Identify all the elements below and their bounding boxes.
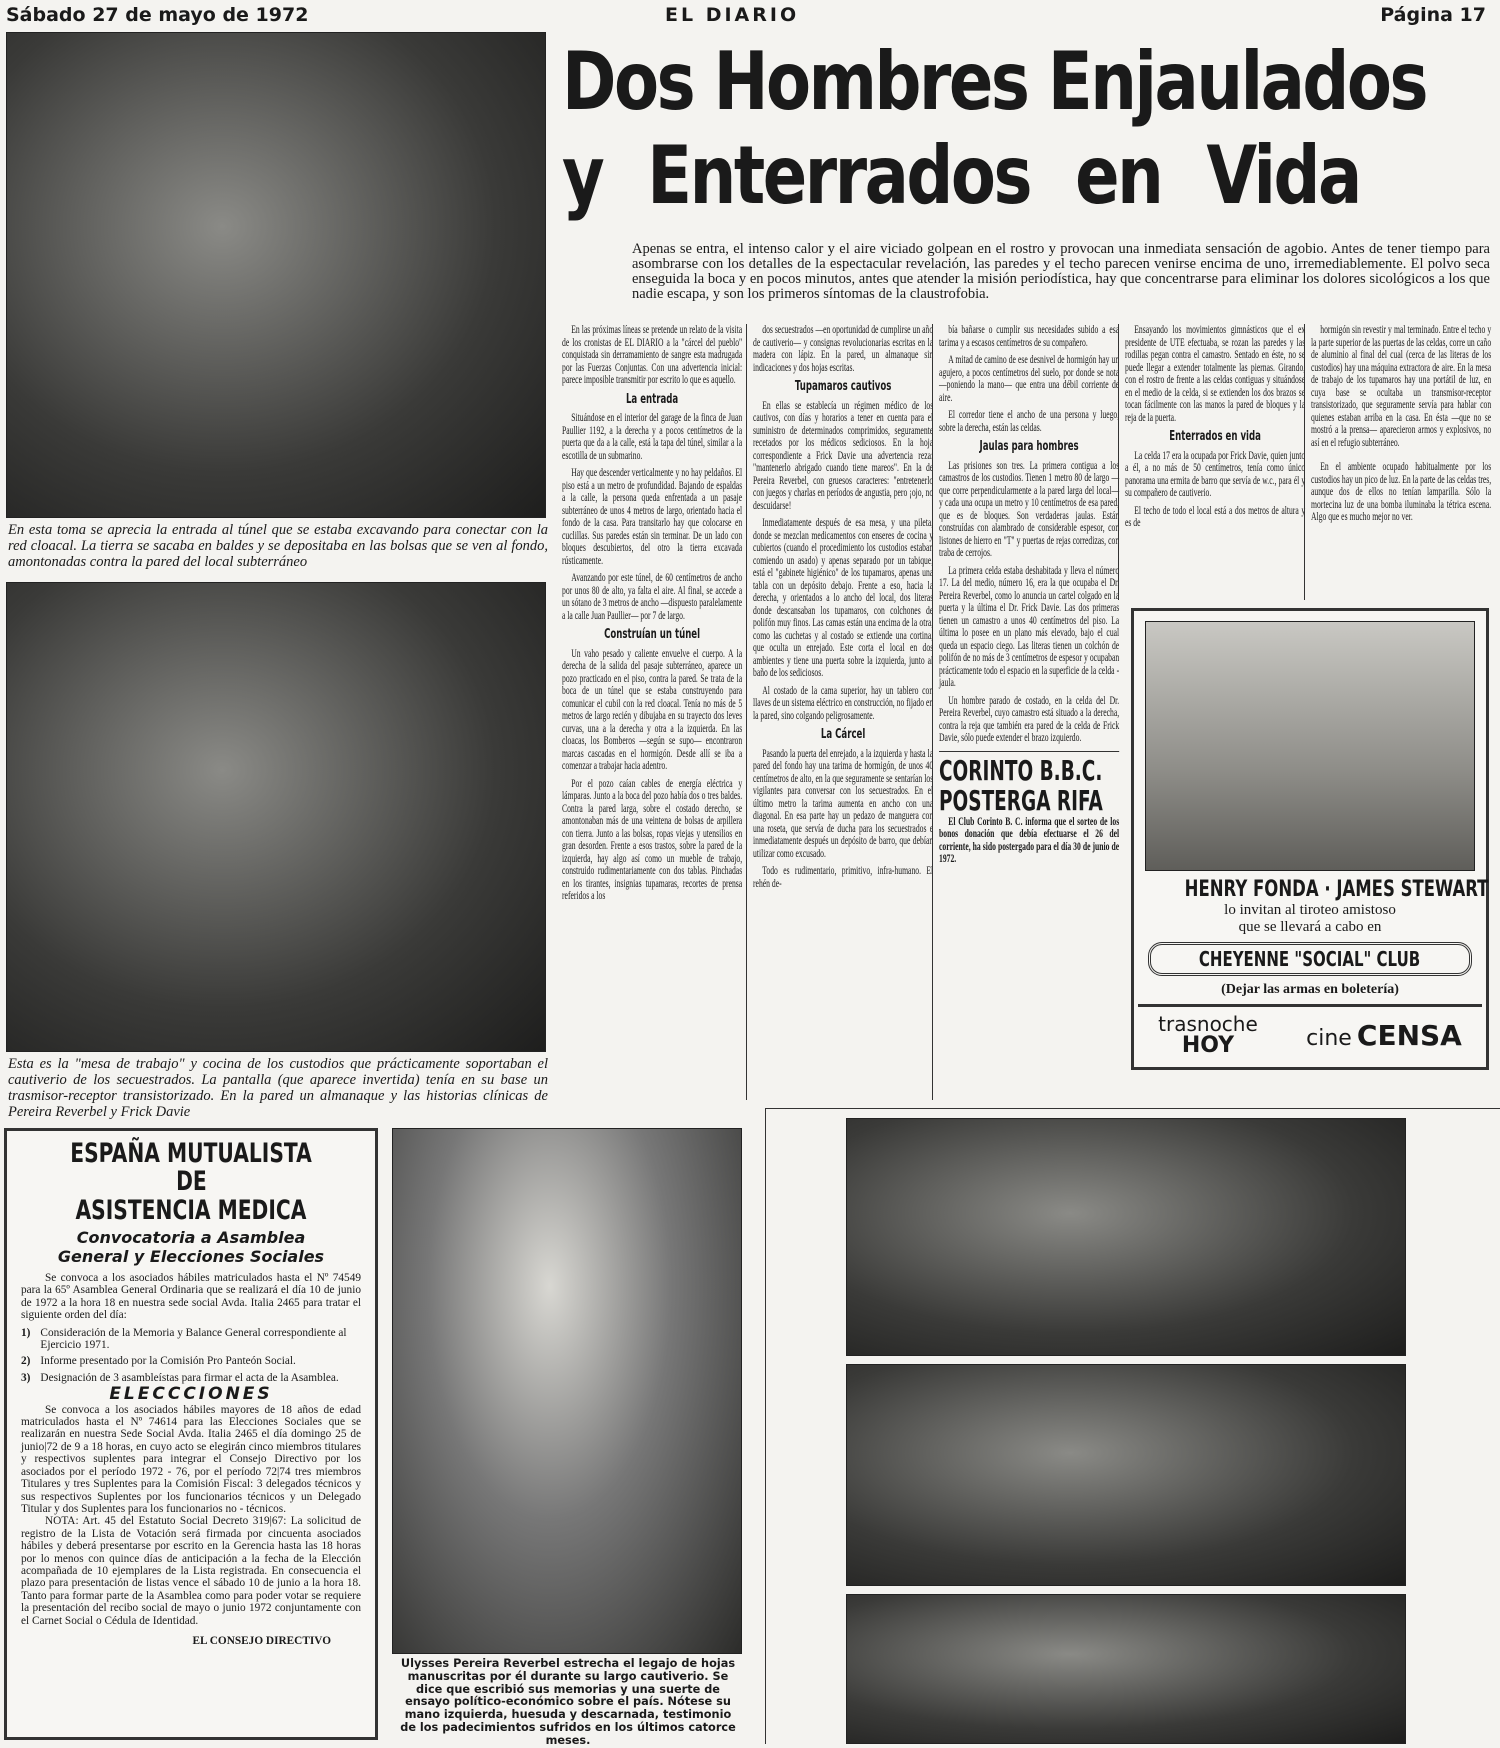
- paragraph: bía bañarse o cumplir sus necesidades subido a esa tarima y a escasos centímetros de su compañero.: [939, 323, 1120, 349]
- column-text: [562, 324, 742, 903]
- agenda-item: Designación de 3 asambleístas para firmar el acta de la Asamblea.: [40, 1371, 339, 1384]
- issue-date: Sábado 27 de mayo de 1972: [6, 4, 309, 26]
- ad-text: que se llevará a cabo en: [1238, 919, 1382, 935]
- item-number: 1): [21, 1326, 31, 1339]
- paragraph: En ellas se establecía un régimen médico de los cautivos, con días y horarios a tener en cuenta para el suministro de determinados comprimidos, seguramente recetados por los médicos sediciosos. En la hoja correspondiente a Frick Davie una advertencia reza: "mantenerlo abrigado cuando tiene mareos". En la de Pereira Reverbel, con gruesos caracteres: "entretenerlo con juegos y charlas en períodos de angustia, pero ¡ojo, no descuidarse!: [753, 398, 934, 512]
- paragraph: Un hombre parado de costado, en la celda del Dr. Pereira Reverbel, cuyo camastro está situado a la derecha, contra la reja que también era pared de la celda de Frick Davie, sólo puede extender el brazo izquierdo.: [939, 693, 1120, 744]
- photo-tunnel-entrance: [6, 32, 546, 518]
- ad-cine: cine: [1306, 1025, 1352, 1051]
- column-text: [1311, 324, 1491, 524]
- ad-illustration-cowboys: [1145, 621, 1475, 871]
- agenda-item: Informe presentado por la Comisión Pro Panteón Social.: [40, 1355, 296, 1368]
- subheading: Construían un túnel: [604, 627, 701, 642]
- ad-show-today: HOY: [1181, 1033, 1235, 1058]
- ad-film-title: CHEYENNE "SOCIAL" CLUB: [1199, 947, 1421, 971]
- subheading: Tupamaros cautivos: [794, 379, 892, 394]
- corinto-title: POSTERGA RIFA: [939, 783, 1103, 817]
- paragraph: Todo es rudimentario, primitivo, infra-humano. El rehén de-: [753, 864, 934, 890]
- ad-signature: EL CONSEJO DIRECTIVO: [192, 1634, 331, 1647]
- photo-caption: Ulysses Pereira Reverbel estrecha el legajo de hojas manuscritas por él durante su largo cautiverio. Se dice que escribió sus memorias y una suerte de ensayo político-económico sobre el país. Nótese su mano izquierda, huesuda y descarnada, testimonio de los padecimientos sufridos en los últimos catorce meses.: [400, 1657, 736, 1747]
- item-number: 2): [21, 1355, 31, 1368]
- paragraph: Inmediatamente después de esa mesa, y una pileta, donde se mezclan medicamentos con enseres de cocina y cubiertos (cuando el procedimiento los custodios estaban comiendo un asado) y apenas separado por un tabique, está el "gabinete higiénico" de los tupamaros, apenas una tabla con un depósito debajo. Frente a eso, hacia la derecha, y orientados a lo ancho del local, dos literas donde descansaban los tupamaros, con colchones de polifón muy finos. Las camas están una encima de la otra, como las cuchetas y al costado se extiende una cortina, que oculta un enrejado. Este corta el local en dos ambientes y tiene una puerta sobre la izquierda, junto al baño de los sediciosos.: [753, 516, 934, 679]
- ad-text: lo invitan al tiroteo amistoso: [1224, 902, 1396, 918]
- paragraph: El corredor tiene el ancho de una persona y luego, sobre la derecha, están las celdas.: [939, 408, 1120, 434]
- corinto-body: El Club Corinto B. C. informa que el sorteo de los bonos donación que debía efectuarse el 26 del corriente, ha sido postergado para el día 30 de junio de 1972.: [939, 814, 1120, 865]
- ad-title: ESPAÑA MUTUALISTA: [70, 1138, 312, 1169]
- ad-text: Se convoca a los asociados hábiles mayores de 18 años de edad matriculados hasta el Nº 74614 para las Elecciones Sociales que se realizarán en nuestra Sede Social Avda. Italia 2465 el día domingo 25 de junio|72 de 9 a 18 horas, en cuyo acto se elegirán cinco miembros titulares y respectivos suplentes para integrar el Consejo Directivo por los asociados por el período 1972 - 76, por el período 72|74 tres miembros Titulares y tres Suplentes para la Comisión Fiscal: 3 delegados técnicos y sus respectivos Suplentes por los funcionarios técnicos y un Delegado Titular y dos Suplentes para los funcionarios no - técnicos.: [21, 1403, 361, 1515]
- photo-hostage-bed: [846, 1118, 1406, 1356]
- photo-work-table: [6, 582, 546, 1052]
- paragraph: Hay que descender verticalmente y no hay peldaños. El piso está a un metro de profundidad. Bajando de espaldas a la calle, la persona queda enfrentada a un pasaje subterráneo de unos 4 metros de largo, orientado hacia el fondo de la casa. Para transitarlo hay que colocarse en cuclillas. Sus paredes están sin terminar. De un lado con bloques descubiertos, del otro la tierra excavada rústicamente.: [562, 466, 743, 567]
- column-text: [1125, 324, 1305, 530]
- article-column-5: [1304, 324, 1490, 600]
- paragraph: Ensayando los movimientos gimnásticos que el ex presidente de UTE efectuaba, se rozan las paredes y las rodillas pegan contra el camastro. Sentado en éste, no se puede llegar a extender totalmente las piernas. Girando, con el rostro de frente a las celdas contiguas y situándose en el medio de la celda, si se extienden los dos brazos se tocan fácilmente con las manos la pared de bloques y la reja de la puerta.: [1125, 323, 1306, 424]
- masthead: EL DIARIO: [665, 4, 800, 26]
- ad-title: ASISTENCIA MEDICA: [75, 1195, 307, 1226]
- paragraph: La celda 17 era la ocupada por Frick Davie, quien junto a él, a no más de 50 centímetros, tenía como único panorama una ermita de barro que servía de w.c., para él y su compañero de cautiverio.: [1125, 448, 1306, 499]
- item-number: 3): [21, 1371, 31, 1384]
- paragraph: Avanzando por este túnel, de 60 centímetros de ancho por unos 80 de alto, ya falta el aire. Al final, se accede a un sótano de 3 metros de ancho —dispuesto paralelamente a la calle Juan Paullier— por 7 de largo.: [562, 571, 743, 622]
- ad-show: trasnoche: [1158, 1012, 1258, 1036]
- paragraph: Pasando la puerta del enrejado, a la izquierda y hasta la pared del fondo hay una tarima de hormigón, de unos 40 centímetros de alto, en la que seguramente se sentarían los vigilantes para conversar con los secuestrados. En el último metro la tarima aumenta en ancho con una diagonal. En esa parte hay un pedazo de manguera con una roseta, que servía de ducha para los secuestrados e inmediatamente después un depósito de barro, que debían utilizar como excusado.: [753, 746, 934, 860]
- paragraph: dos secuestrados —en oportunidad de cumplirse un año de cautiverio— y consignas revolucionarias escritas en la madera con lápiz. En la pared, un almanaque sin indicaciones y dos hojas escritas.: [753, 323, 934, 374]
- ad-cine-name: CENSA: [1356, 1018, 1462, 1052]
- agenda-item: Consideración de la Memoria y Balance General correspondiente al Ejercicio 1971.: [40, 1326, 347, 1352]
- subheading: Enterrados en vida: [1169, 429, 1261, 444]
- paragraph: hormigón sin revestir y mal terminado. Entre el techo y la parte superior de las puertas de las celdas, corre un caño de aluminio al final del cual (cerca de las literas de los custodios) hay una máquina extractora de aire. En la mesa de trabajo de los tupamaros hay una portátil de luz, en cuya base se ocultaba un transmisor-receptor transistorizado, que seguramente servía para hablar con quienes estaban arriba en la casa. En ésta —que no se mostró a la prensa— aparecieron armos y explosivos, no así en el refugio subterráneo.: [1311, 323, 1492, 449]
- paragraph: La primera celda estaba deshabitada y lleva el número 17. La del medio, número 16, era la que ocupaba el Dr. Pereira Reverbel, como lo anuncia un cartel colgado en la puerta y la última el Dr. Frick Davie. Las dos primeras tienen un camastro a unos 40 centímetros del piso. La última lo posee en un plano más elevado, bajo el cual queda un espacio ciego. Las literas tienen un colchón de polifón de no más de 3 centímetros de espesor y ocupaban prácticamente todo el espacio en la superficie de la celda - jaula.: [939, 563, 1120, 689]
- mutualista-ad: [4, 1128, 378, 1740]
- ad-note: NOTA: Art. 45 del Estatuto Social Decreto 319|67: La solicitud de registro de la Lista de Votación será firmada por cincuenta asociados hábiles y deberá presentarse por escrito en la Gerencia hasta las 18 horas por lo menos con quince días de anticipación a la fecha de la Elección acompañada de 10 ejemplares de la Lista registrada. En consecuencia el plazo para presentación de listas vence el sábado 10 de junio a la hora 18. Tanto para formar parte de la Asamblea como para poder votar se requiere la presentación del recibo social de mayo o junio 1972 conjuntamente con el Carnet Social o Cédula de Identidad.: [21, 1515, 361, 1627]
- ad-subtitle: General y Elecciones Sociales: [57, 1247, 325, 1266]
- ad-actors: HENRY FONDA · JAMES STEWART: [1184, 877, 1489, 902]
- paragraph: A mitad de camino de ese desnivel de hormigón hay un agujero, a pocos centímetros del suelo, por donde se nota —poniendo la mano— que entra una débil corriente de aire.: [939, 353, 1120, 404]
- paragraph: Al costado de la cama superior, hay un tablero con llaves de un sistema eléctrico en construcción, no fijado en la pared, sino colgando peligrosamente.: [753, 683, 934, 722]
- photo-hostage-bed: [846, 1364, 1406, 1586]
- article-intro: Apenas se entra, el intenso calor y el aire viciado golpean en el rostro y provocan una inmediata sensación de agobio. Antes de tener tiempo para asombrarse con los detalles de la espectacular revelación, las paredes y el techo parecen venirse encima de uno, irremediablemente. El polvo seca enseguida la boca y en pocos minutos, antes que atender la misión periodística, hay que concentrarse para eliminar los dolores sicológicos a los que nadie escapa, y son los primeros síntomas de la claustrofobia.: [632, 241, 1490, 302]
- photo-pereira-reverbel: [392, 1128, 742, 1654]
- photo-caption: Esta es la "mesa de trabajo" y cocina de los custodios que prácticamente soportaban el cautiverio de los secuestrados. La pantalla (que aparece invertida) tenía en su base un trasmisor-receptor transistorizado. En la pared un almanaque y las historias clínicas de Pereira Reverbel y Frick Davie: [8, 1056, 548, 1120]
- cinema-ad: [1131, 608, 1489, 1070]
- paragraph: Un vaho pesado y caliente envuelve el cuerpo. A la derecha de la salida del pasaje subterráneo, aparece un pozo practicado en el piso, contra la pared. Se trata de la boca de un túnel que se estaba construyendo para comunicar el cubil con la red cloacal. Tenía no más de 5 metros de largo recién y dibujaba en su trayecto dos leves curvas, una a la derecha y otra a la izquierda. En las cloacas, los Bomberos —según se supo— encontraron marcas cascadas en el hormigón. Desde allí se iba a comenzar a trabajar hacia adentro.: [562, 646, 743, 772]
- subheading: La entrada: [625, 391, 679, 407]
- ad-subtitle: Convocatoria a Asamblea: [76, 1228, 306, 1247]
- ad-text: Se convoca a los asociados hábiles matriculados hasta el Nº 74549 para la 65º Asamblea General Ordinaria que se realizará el día 10 de junio de 1972 a la hora 18 en nuestra sede social Avda. Italia 2465 para tratar el siguiente orden del día:: [21, 1272, 361, 1322]
- subheading: Jaulas para hombres: [979, 439, 1079, 454]
- elections-title: ELECCCIONES: [109, 1384, 273, 1405]
- page-number: Página 17: [1380, 4, 1486, 26]
- paragraph: Las prisiones son tres. La primera contigua a los camastros de los custodios. Tienen 1 metro 80 de largo —que corre perpendicularmente a la pared larga del local— y cada una ocupa un metro y 10 centímetros de esa pared, que es de bloques. Son verdaderas jaulas. Están construídas con alambrado de considerable espesor, con listones de hierro en "T" y puertas de rejas corredizas, con traba de cerrojos.: [939, 458, 1120, 559]
- column-text: [939, 324, 1119, 866]
- photo-hostage: [846, 1594, 1406, 1744]
- article-column-1: [562, 324, 744, 908]
- column-text: [753, 324, 933, 890]
- ad-note: (Dejar las armas en boletería): [1221, 982, 1399, 997]
- paragraph: Por el pozo caían cables de energía eléctrica y lámparas. Junto a la boca del pozo había dos o tres baldes. Contra la pared larga, sobre el costado derecho, se amontonaban más de una veintena de bolsas de arpillera con tierra. Junto a las bolsas, ropas viejas y utensilios en gran desorden. Frente a esos trastos, sobre la pared de la izquierda, hay algo así como un mueble de trabajo, construido rudimentariamente con dos tablas. Pinchadas en los tirantes, insignias tupamaras, recortes de prensa referidos a los: [562, 776, 743, 902]
- paragraph: En las próximas líneas se pretende un relato de la visita de los cronistas de EL DIARIO a la "cárcel del pueblo" conquistada sin derramamiento de sangre esta madrugada por las Fuerzas Conjuntas. Con una advertencia inicial: parece imposible transmitir por escrito lo que es aquello.: [562, 323, 743, 386]
- ad-title: DE: [175, 1166, 207, 1197]
- headline-line-2: y Enterrados en Vida: [562, 129, 1360, 222]
- subheading: La Cárcel: [820, 727, 866, 742]
- photo-caption: En esta toma se aprecia la entrada al túnel que se estaba excavando para conectar con la red cloacal. La tierra se sacaba en baldes y se depositaba en las bolsas que se ven al fondo, amontonadas contra la pared del local subterráneo: [8, 522, 548, 570]
- paragraph: Situándose en el interior del garage de la finca de Juan Paullier 1192, a la derecha y a pocos centímetros de la puerta que da a la calle, está la tapa del túnel, similar a la escotilla de un submarino.: [562, 411, 743, 462]
- article-column-4: [1118, 324, 1304, 600]
- article-column-3: [932, 324, 1118, 1100]
- article-column-2: [746, 324, 932, 1100]
- paragraph: En el ambiente ocupado habitualmente por los custodios hay un pico de luz. En la parte de las celdas tres, aunque dos de ellos no tenían lamparilla. Sólo la mortecina luz de una bomba iluminaba la tétrica escena. Algo que es mucho mejor no ver.: [1311, 460, 1492, 523]
- corinto-title: CORINTO B.B.C.: [939, 753, 1103, 787]
- headline-line-1: Dos Hombres Enjaulados: [562, 35, 1427, 128]
- paragraph: El techo de todo el local está a dos metros de altura y es de: [1125, 503, 1306, 529]
